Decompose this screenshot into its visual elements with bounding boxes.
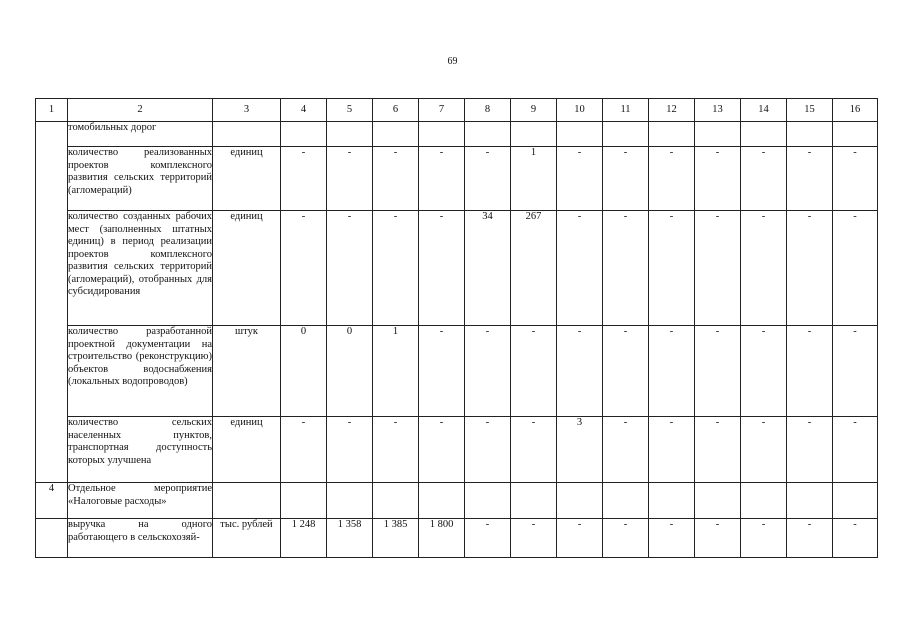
table-row (36, 326, 878, 417)
value-cell: 1 (373, 326, 419, 417)
header-cell: 6 (373, 99, 419, 122)
unit-cell: единиц (213, 147, 281, 211)
value-cell (833, 122, 878, 147)
table-row (36, 211, 878, 326)
header-cell: 8 (465, 99, 511, 122)
value-cell (741, 122, 787, 147)
value-cell (603, 483, 649, 519)
indicator-name-cell (68, 211, 213, 326)
value-cell: 1 385 (373, 519, 419, 558)
indicator-name-cell (68, 519, 213, 558)
value-cell: - (511, 519, 557, 558)
value-cell (465, 122, 511, 147)
value-cell: - (557, 519, 603, 558)
value-cell: 1 248 (281, 519, 327, 558)
value-cell: - (281, 417, 327, 483)
value-cell (327, 483, 373, 519)
indicators-table (35, 98, 878, 558)
value-cell (649, 122, 695, 147)
value-cell: - (281, 211, 327, 326)
value-cell: - (787, 519, 833, 558)
value-cell: - (787, 211, 833, 326)
value-cell (281, 122, 327, 147)
value-cell: - (833, 519, 878, 558)
value-cell: - (281, 147, 327, 211)
header-cell: 1 (36, 99, 68, 122)
unit-cell (213, 483, 281, 519)
value-cell: - (787, 326, 833, 417)
value-cell: - (741, 326, 787, 417)
value-cell: - (465, 519, 511, 558)
table-row (36, 147, 878, 211)
value-cell: 1 358 (327, 519, 373, 558)
value-cell: - (419, 326, 465, 417)
value-cell (787, 483, 833, 519)
value-cell: - (741, 147, 787, 211)
value-cell: - (787, 417, 833, 483)
value-cell: - (373, 147, 419, 211)
row-number-cell (36, 122, 68, 483)
value-cell: - (373, 417, 419, 483)
indicator-name: количество разработанной проектной документации на строительство (реконструкцию) объектов водоснабжения (локальных водопроводов) (68, 326, 212, 387)
value-cell: - (833, 147, 878, 211)
indicator-name-cell (68, 483, 213, 519)
header-cell: 10 (557, 99, 603, 122)
value-cell (281, 483, 327, 519)
header-cell: 15 (787, 99, 833, 122)
value-cell (787, 122, 833, 147)
header-cell: 2 (68, 99, 213, 122)
value-cell: - (603, 519, 649, 558)
value-cell: 267 (511, 211, 557, 326)
header-cell: 14 (741, 99, 787, 122)
value-cell: - (603, 147, 649, 211)
value-cell (327, 122, 373, 147)
value-cell: - (373, 211, 419, 326)
value-cell (557, 483, 603, 519)
value-cell: - (511, 326, 557, 417)
table-row (36, 417, 878, 483)
unit-cell: единиц (213, 417, 281, 483)
indicator-name-cell (68, 122, 213, 147)
row-number-cell: 4 (36, 483, 68, 519)
value-cell: - (741, 519, 787, 558)
value-cell (695, 483, 741, 519)
value-cell: - (649, 211, 695, 326)
value-cell: 34 (465, 211, 511, 326)
page-number: 69 (447, 56, 458, 67)
value-cell: - (695, 211, 741, 326)
header-cell: 5 (327, 99, 373, 122)
value-cell: - (465, 326, 511, 417)
header-cell: 16 (833, 99, 878, 122)
unit-cell: штук (213, 326, 281, 417)
unit-cell: тыс. рублей (213, 519, 281, 558)
indicator-name: количество реализованных проектов комплексного развития сельских территорий (агломераций) (68, 147, 212, 196)
header-row (36, 99, 878, 122)
indicator-name-cell (68, 326, 213, 417)
value-cell: - (327, 417, 373, 483)
value-cell (833, 483, 878, 519)
value-cell: - (511, 417, 557, 483)
value-cell (511, 483, 557, 519)
value-cell: 0 (327, 326, 373, 417)
value-cell: - (465, 417, 511, 483)
unit-cell: единиц (213, 211, 281, 326)
value-cell: - (695, 326, 741, 417)
value-cell: - (419, 147, 465, 211)
value-cell: 0 (281, 326, 327, 417)
value-cell: 1 (511, 147, 557, 211)
value-cell: - (787, 147, 833, 211)
value-cell (695, 122, 741, 147)
value-cell: - (419, 417, 465, 483)
value-cell: - (603, 326, 649, 417)
value-cell: - (419, 211, 465, 326)
table-row (36, 483, 878, 519)
header-cell: 7 (419, 99, 465, 122)
table-row (36, 519, 878, 558)
unit-cell (213, 122, 281, 147)
indicator-name: количество созданных рабочих мест (заполненных штатных единиц) в период реализации проектов комплексного развития сельских территорий (агломераций), отобранных для субсидирования (68, 211, 212, 297)
value-cell: - (649, 326, 695, 417)
value-cell (419, 483, 465, 519)
value-cell: - (557, 147, 603, 211)
value-cell: - (833, 211, 878, 326)
indicator-name: выручка на одного работающего в сельскохозяй- (68, 519, 212, 543)
value-cell: - (649, 519, 695, 558)
value-cell: - (649, 417, 695, 483)
value-cell (649, 483, 695, 519)
value-cell: 1 800 (419, 519, 465, 558)
value-cell (511, 122, 557, 147)
value-cell: - (603, 417, 649, 483)
value-cell: - (327, 211, 373, 326)
indicator-name: томобильных дорог (68, 122, 157, 133)
value-cell: - (833, 417, 878, 483)
table-row (36, 122, 878, 147)
header-cell: 9 (511, 99, 557, 122)
value-cell: 3 (557, 417, 603, 483)
value-cell: - (557, 326, 603, 417)
value-cell: - (741, 211, 787, 326)
value-cell (603, 122, 649, 147)
indicator-name-cell (68, 417, 213, 483)
value-cell (557, 122, 603, 147)
value-cell: - (557, 211, 603, 326)
value-cell (373, 122, 419, 147)
header-cell: 3 (213, 99, 281, 122)
header-cell: 11 (603, 99, 649, 122)
row-number-cell (36, 519, 68, 558)
value-cell: - (327, 147, 373, 211)
value-cell: - (649, 147, 695, 211)
indicator-name: количество сельских населенных пунктов, транспортная доступность которых улучшена (68, 417, 212, 466)
value-cell: - (465, 147, 511, 211)
indicator-name: Отдельное мероприятие «Налоговые расходы» (68, 483, 212, 507)
value-cell: - (695, 147, 741, 211)
value-cell: - (603, 211, 649, 326)
header-cell: 4 (281, 99, 327, 122)
header-cell: 12 (649, 99, 695, 122)
value-cell (741, 483, 787, 519)
indicator-name-cell (68, 147, 213, 211)
value-cell: - (695, 417, 741, 483)
value-cell (373, 483, 419, 519)
value-cell (419, 122, 465, 147)
value-cell: - (833, 326, 878, 417)
value-cell (465, 483, 511, 519)
value-cell: - (695, 519, 741, 558)
value-cell: - (741, 417, 787, 483)
header-cell: 13 (695, 99, 741, 122)
